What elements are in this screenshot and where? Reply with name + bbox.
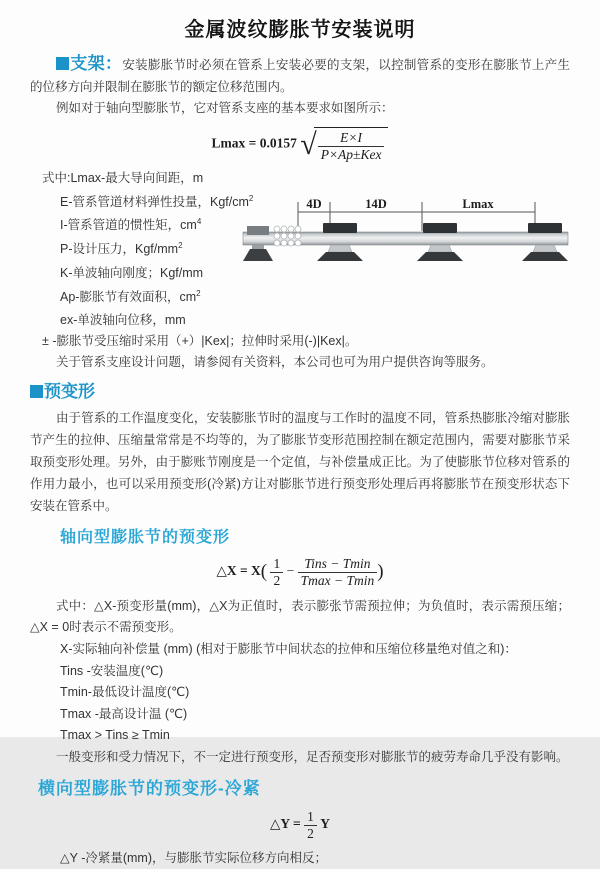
lmax-formula [30, 127, 570, 163]
axial-subheading: 轴向型膨胀节的预变形 [60, 529, 231, 547]
dimension-labels [306, 197, 494, 211]
lateral-formula-rhs: Y [320, 816, 330, 832]
x-definition: X-实际轴向补偿量 (mm) (相对于膨胀节中间状态的拉伸和压缩位移量绝对值之和)： [60, 642, 517, 657]
section-bullet-icon [56, 57, 69, 70]
one-half-fraction: $\frac{1}{2}$ [270, 556, 283, 588]
section-bullet-icon [30, 385, 43, 398]
predeform-heading-row [30, 381, 570, 404]
support-section-heading: 支架： [70, 54, 123, 73]
close-paren: ) [377, 561, 384, 583]
t-definition: Tmax > Tins ≥ Tmin [60, 728, 170, 743]
temperature-fraction: $\frac{\text{Tins − Tmin}}{Tmax - Tmin}$ [298, 556, 378, 588]
predeform-section-heading: 预变形 [44, 382, 95, 402]
lateral-formula [30, 809, 570, 839]
page-title: 金属波纹膨胀节安装说明 [184, 19, 416, 41]
sqrt-glyph: √ [300, 127, 317, 161]
axial-where-text: 式中：△X-预变形量(mm)，△X为正值时，表示膨张节需预拉伸；为负值时，表示需预压缩；△X = 0时表示不需预变形。 [30, 599, 570, 635]
where-intro: 式中:Lmax-最大导向间距，m [42, 171, 204, 185]
dim-label-lmax: Lmax [462, 197, 494, 211]
pipe-support-diagram-svg [0, 193, 600, 273]
consult-note: 关于管系支座设计问题，请参阅有关资料，本公司也可为用户提供咨询等服务。 [56, 354, 494, 369]
lmax-formula-lhs: Lmax = 0.0157 [211, 135, 297, 151]
open-paren: ( [260, 561, 268, 583]
lmax-formula-denominator: P×Ap±Kex [318, 146, 385, 163]
pipe-support-diagram [0, 193, 600, 273]
support-paragraph [30, 53, 570, 98]
sign-note: ± -膨胀节受压缩时采用（+）|Kex|；拉伸时采用(-)|Kex|。 [42, 334, 358, 349]
support-example-text: 例如对于轴向型膨胀节，它对管系支座的基本要求如图所示： [56, 101, 394, 115]
axial-formula [30, 556, 570, 590]
lmax-formula-numerator: E×I [340, 130, 362, 145]
axial-formula-lhs: △X = X [216, 563, 261, 579]
predeform-body-text: 由于管系的工作温度变化，安装膨胀节时的温度与工作时的温度不同，管系热膨胀冷缩对膨胀节产生的拉伸、压缩量常常是不均等的，为了膨胀节变形范围控制在额定范围内，需要对膨胀节采取预变形处理。另外，由于膨账节刚度是一个定值，与补偿量成正比。为了使膨胀节位移对管系的作用力最小，也可以采用预变形(冷紧)方让对膨胀节进行预变形处理后再将膨胀节在预变形状态下安装在管系中。 [30, 411, 570, 514]
lateral-formula-lhs: △Y = [270, 816, 301, 832]
variable-line: ex-单波轴向位移，mm [60, 313, 186, 328]
dim-label-14d: 14D [365, 197, 387, 211]
variable-line: I-管系管道的惯性矩，$cm^4$ [60, 217, 202, 233]
t-definition: Tmax -最高设计温 (℃) [60, 706, 188, 721]
dim-label-4d: 4D [306, 197, 322, 211]
variable-line: P-设计压力，Kgf/$mm^2$ [60, 241, 183, 257]
variable-line: Ap-膨胀节有效面积，$cm^2$ [60, 288, 201, 304]
axial-note: 一般变形和受力情况下，不一定进行预变形，足否预变形对膨胀节的疲劳寿命几乎没有影响。 [56, 749, 569, 764]
t-definition: Tins -安装温度(℃) [60, 663, 164, 678]
t-definition: Tmin-最低设计温度(℃) [60, 685, 190, 700]
minus-sign: − [286, 563, 295, 579]
support-body-text: 安装膨胀节时必须在管系上安装必要的支架，以控制管系的变形在膨胀节上产生的位移方向并限制在膨胀节的额定位移范围内。 [30, 58, 570, 94]
lateral-note: △Y -冷紧量(mm)，与膨胀节实际位移方向相反； [60, 851, 328, 866]
variable-line: K-单波轴向刚度；Kgf/mm [60, 266, 204, 280]
one-half-fraction: $\frac{1}{2}$ [304, 809, 317, 841]
radical-sign [300, 127, 388, 162]
lateral-subheading: 横向型膨胀节的预变形-冷紧 [38, 779, 261, 799]
variable-line: E-管系管道材料弹性投量，Kgf/$cm^2$ [60, 193, 254, 209]
